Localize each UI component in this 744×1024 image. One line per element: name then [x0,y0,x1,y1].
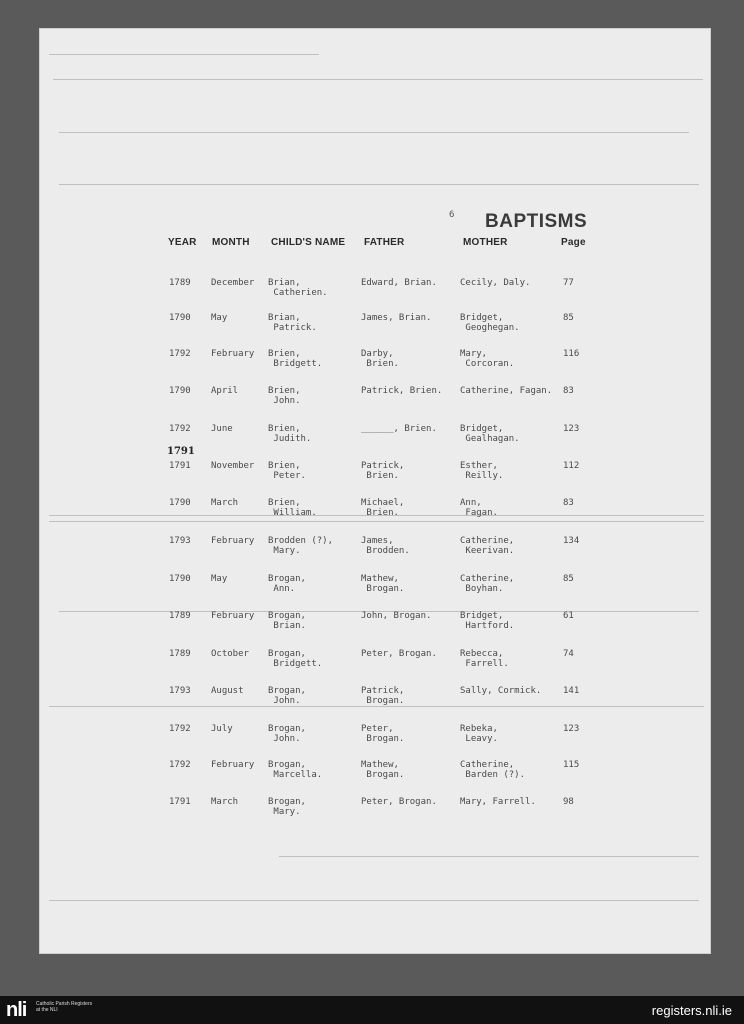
nli-logo: nli [6,999,27,1021]
record-year: 1792 [169,760,191,770]
record-mother: Esther, Reilly. [460,461,504,481]
record-page: 74 [563,649,574,659]
record-child-name: Brien, Judith. [268,424,312,444]
record-father: Edward, Brian. [361,278,437,288]
record-year: 1790 [169,498,191,508]
record-page: 83 [563,498,574,508]
record-father: John, Brogan. [361,611,432,621]
record-child-name: Brogan, Brian. [268,611,306,631]
record-year: 1789 [169,278,191,288]
header-month: MONTH [212,237,250,248]
record-page: 123 [563,424,580,434]
record-page: 98 [563,797,574,807]
record-month: June [211,424,233,434]
record-year: 1791 [169,461,191,471]
site-link[interactable]: registers.nli.ie [651,1003,732,1018]
logo-caption: Catholic Parish Registers at the NLI [36,1001,93,1013]
record-month: February [211,349,255,359]
record-mother: Sally, Cormick. [460,686,542,696]
record-mother: Cecily, Daly. [460,278,531,288]
record-month: March [211,797,239,807]
record-father: James, Brian. [361,313,432,323]
record-year: 1789 [169,611,191,621]
record-child-name: Brien, Bridgett. [268,349,323,369]
record-child-name: Brogan, John. [268,724,306,744]
record-year: 1791 [169,797,191,807]
record-page: 61 [563,611,574,621]
record-child-name: Brogan, Ann. [268,574,306,594]
record-page: 77 [563,278,574,288]
record-page: 123 [563,724,580,734]
record-month: December [211,278,255,288]
record-father: Darby, Brien. [361,349,399,369]
record-month: July [211,724,233,734]
record-father: Peter, Brogan. [361,797,437,807]
record-child-name: Brien, Peter. [268,461,306,481]
record-month: April [211,386,239,396]
record-month: August [211,686,244,696]
record-father: Patrick, Brogan. [361,686,405,706]
record-page: 134 [563,536,580,546]
rule-line [49,521,704,522]
header-mother: MOTHER [463,237,508,248]
record-page: 83 [563,386,574,396]
record-month: February [211,611,255,621]
record-child-name: Brien, William. [268,498,317,518]
record-mother: Ann, Fagan. [460,498,498,518]
header-childs-name: CHILD'S NAME [271,237,346,248]
record-year: 1792 [169,424,191,434]
record-child-name: Brogan, Marcella. [268,760,323,780]
handwritten-note: 1791 [167,446,195,457]
rule-line [53,79,703,80]
record-child-name: Brogan, Bridgett. [268,649,323,669]
record-month: May [211,574,228,584]
record-month: March [211,498,239,508]
record-month: October [211,649,249,659]
record-father: Patrick, Brien. [361,386,443,396]
page-number: 6 [449,210,455,220]
rule-line [49,900,699,901]
rule-line [49,706,704,707]
record-page: 141 [563,686,580,696]
record-child-name: Brian, Catherien. [268,278,328,298]
record-year: 1790 [169,386,191,396]
record-mother: Catherine, Boyhan. [460,574,515,594]
record-page: 116 [563,349,580,359]
record-month: February [211,760,255,770]
record-father: Mathew, Brogan. [361,574,405,594]
record-mother: Bridget, Gealhagan. [460,424,520,444]
record-page: 85 [563,313,574,323]
record-mother: Catherine, Fagan. [460,386,553,396]
record-mother: Catherine, Barden (?). [460,760,526,780]
record-mother: Rebeka, Leavy. [460,724,498,744]
record-year: 1790 [169,574,191,584]
record-mother: Bridget, Hartford. [460,611,515,631]
record-child-name: Brogan, Mary. [268,797,306,817]
record-father: Peter, Brogan. [361,649,437,659]
record-month: November [211,461,255,471]
header-father: FATHER [364,237,405,248]
record-mother: Bridget, Geoghegan. [460,313,520,333]
rule-line [59,184,699,185]
record-mother: Mary, Corcoran. [460,349,515,369]
rule-line [59,132,689,133]
record-year: 1792 [169,349,191,359]
record-page: 112 [563,461,580,471]
record-father: Patrick, Brien. [361,461,405,481]
record-father: Mathew, Brogan. [361,760,405,780]
record-month: February [211,536,255,546]
record-year: 1789 [169,649,191,659]
page-title: BAPTISMS [485,211,588,232]
record-father: Peter, Brogan. [361,724,405,744]
record-year: 1793 [169,536,191,546]
record-father: ______, Brien. [361,424,437,434]
rule-line [49,54,319,55]
record-year: 1790 [169,313,191,323]
record-father: James, Brodden. [361,536,410,556]
register-page [39,28,711,954]
header-page: Page [561,237,586,248]
header-year: YEAR [168,237,197,248]
record-page: 85 [563,574,574,584]
record-year: 1792 [169,724,191,734]
record-child-name: Brian, Patrick. [268,313,317,333]
record-mother: Catherine, Keerivan. [460,536,515,556]
footer-bar [0,996,744,1024]
record-child-name: Brodden (?), Mary. [268,536,334,556]
record-child-name: Brogan, John. [268,686,306,706]
record-mother: Rebecca, Farrell. [460,649,509,669]
record-child-name: Brien, John. [268,386,301,406]
record-mother: Mary, Farrell. [460,797,536,807]
record-month: May [211,313,228,323]
record-father: Michael, Brien. [361,498,405,518]
record-page: 115 [563,760,580,770]
rule-line [279,856,699,857]
record-year: 1793 [169,686,191,696]
